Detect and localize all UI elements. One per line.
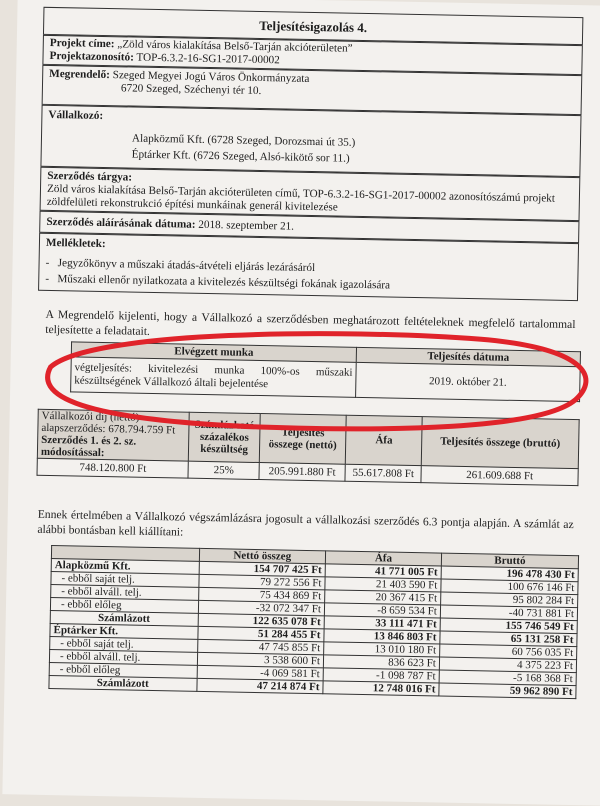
invoice-cell-gross: 59 962 890 Ft [439, 683, 576, 699]
fee-header-gross: Teljesítés összege (bruttó) [421, 417, 579, 469]
project-name-label: Projekt címe: [49, 36, 115, 51]
invoice-header-vat: Áfa [325, 551, 441, 566]
attachment-item: - Jegyzőkönyv a műszaki átadás-átvételi eljárás lezárásáról [45, 256, 316, 275]
invoice-cell-vat: 33 111 471 Ft [324, 616, 440, 631]
invoice-cell-vat: 21 403 590 Ft [325, 577, 441, 592]
invoice-cell-net: 47 745 855 Ft [197, 639, 324, 654]
invoice-cell-vat: 836 623 Ft [323, 655, 439, 670]
invoice-cell-vat: 12 748 016 Ft [323, 681, 439, 696]
invoice-cell-gross: 65 131 258 Ft [440, 631, 577, 647]
date-header: Teljesítés dátuma [356, 347, 580, 366]
fee-base-value: 748.120.800 Ft [37, 458, 189, 478]
invoice-cell-net: 75 434 869 Ft [198, 587, 325, 602]
invoice-cell-net: 154 707 425 Ft [199, 561, 326, 576]
invoice-cell-gross: -5 168 368 Ft [439, 670, 576, 686]
invoice-table [48, 545, 579, 699]
fee-gross-value: 261.609.688 Ft [421, 466, 578, 486]
work-date: 2019. október 21. [356, 362, 581, 401]
invoice-intro: Ennek értelmében a Vállalkozó végszámlázásra jogosult a vállalkozási szerződés 6.3 pontja alapján. A számlát az alábbi bontásban kell kiállítani: [37, 507, 574, 539]
signing-label: Szerződés aláírásának dátuma: [46, 215, 196, 231]
invoice-cell-label: - ebből előleg [50, 598, 198, 614]
invoice-cell-net: 79 272 556 Ft [198, 574, 325, 589]
invoice-cell-vat: 13 010 180 Ft [324, 642, 440, 657]
invoice-cell-gross: 95 802 284 Ft [441, 592, 578, 608]
invoice-cell-net: 47 214 874 Ft [196, 678, 323, 693]
document-title: Teljesítésigazolás 4. [43, 7, 583, 45]
invoice-cell-vat: 13 846 803 Ft [324, 629, 440, 644]
project-name-value: „Zöld város kialakítása Belső-Tarján akcióterületen” [117, 38, 353, 55]
subject-text: Zöld város kialakítása Belső-Tarján akcióterületen című, TOP-6.3.2-16-SG1-2017-00002 azonosítószámú projekt zöldfelületi rekonstrukció építési munkáinak generál kivitelezése [46, 182, 556, 214]
fee-net-value: 205.991.880 Ft [259, 463, 346, 482]
invoice-cell-gross: 155 746 549 Ft [440, 618, 577, 634]
invoice-cell-label: Éptárker Kft. [50, 624, 198, 640]
invoice-cell-gross: 196 478 430 Ft [441, 566, 578, 582]
subject-label: Szerződés tárgya: [47, 169, 133, 184]
invoice-cell-label: - ebből alváll. telj. [49, 650, 197, 666]
work-table [70, 341, 581, 402]
invoice-cell-net: 3 538 600 Ft [197, 652, 324, 667]
invoice-cell-label: - ebből saját telj. [50, 637, 198, 653]
fee-header-base: Vállalkozói díj (nettó) alapszerződés: 678.794.759 Ft Szerződés 1. és 2. sz. módosítással: [37, 409, 189, 461]
fee-header-net: Teljesítés összege (nettó) [259, 414, 346, 465]
invoice-cell-vat: 20 367 415 Ft [325, 590, 441, 605]
invoice-cell-gross: -40 731 881 Ft [440, 605, 577, 621]
invoice-header-gross: Bruttó [441, 553, 578, 569]
invoice-cell-label: Számlázott [49, 676, 197, 692]
client-line1: Szeged Megyei Jogú Város Önkormányzata [112, 69, 310, 85]
invoice-cell-label: - ebből alváll. telj. [51, 585, 199, 601]
contractor-label: Vállalkozó: [48, 108, 104, 122]
project-id-label: Projektazonosító: [49, 49, 134, 64]
invoice-cell-net: -32 072 347 Ft [198, 600, 325, 615]
contractor-line1: Alapközmű Kft. (6728 Szeged, Dorozsmai út 35.) [131, 132, 356, 149]
invoice-cell-vat: 41 771 005 Ft [325, 564, 441, 579]
attachment-item: - Műszaki ellenőr nyilatkozata a kivitelezés készültségi fokának igazolására [45, 272, 391, 292]
invoice-cell-label: - ebből saját telj. [51, 572, 199, 588]
invoice-cell-label: Alapközmű Kft. [51, 559, 199, 575]
fee-header-percent: Számlázható százalékos készültség [189, 412, 260, 462]
contractor-line2: Éptárker Kft. (6726 Szeged, Alsó-kikötő sor 11.) [131, 148, 350, 165]
work-description: végteljesítés: kivitelezési munka 100%-os műszaki készültségének Vállalkozó általi bejelentése [71, 357, 357, 397]
contractor-box [40, 105, 581, 177]
attachments-label: Mellékletek: [45, 236, 106, 251]
fee-vat-value: 55.617.808 Ft [345, 464, 421, 482]
invoice-cell-gross: 4 375 223 Ft [439, 657, 576, 673]
project-id-value: TOP-6.3.2-16-SG1-2017-00002 [136, 51, 280, 67]
invoice-cell-net: 51 284 455 Ft [197, 626, 324, 641]
attachments-box [38, 233, 579, 301]
invoice-header-net: Nettó összeg [199, 548, 326, 563]
client-label: Megrendelő: [49, 67, 111, 82]
invoice-cell-vat: -1 098 787 Ft [323, 668, 439, 683]
invoice-cell-gross: 100 676 146 Ft [441, 579, 578, 595]
invoice-cell-label: Számlázott [50, 611, 198, 627]
fee-percent-value: 25% [188, 461, 259, 479]
fee-header-vat: Áfa [346, 415, 423, 465]
client-line2: 6720 Szeged, Széchenyi tér 10. [120, 82, 262, 98]
invoice-rows [49, 559, 578, 699]
signing-date: 2018. szeptember 21. [198, 218, 295, 233]
invoice-cell-label: - ebből előleg [49, 663, 197, 679]
work-header: Elvégzett munka [71, 342, 356, 362]
declaration-text: A Megrendelő kijelenti, hogy a Vállalkozó a szerződésben meghatározott feltételeknek megfelelő tartalommal teljesítette a feladatait. [45, 307, 576, 338]
invoice-cell-gross: 60 756 035 Ft [440, 644, 577, 660]
invoice-cell-net: -4 069 581 Ft [197, 665, 324, 680]
fee-table [36, 409, 579, 486]
invoice-cell-net: 122 635 078 Ft [198, 613, 325, 628]
document-sheet [2, 0, 600, 806]
invoice-cell-vat: -8 659 534 Ft [324, 603, 440, 618]
